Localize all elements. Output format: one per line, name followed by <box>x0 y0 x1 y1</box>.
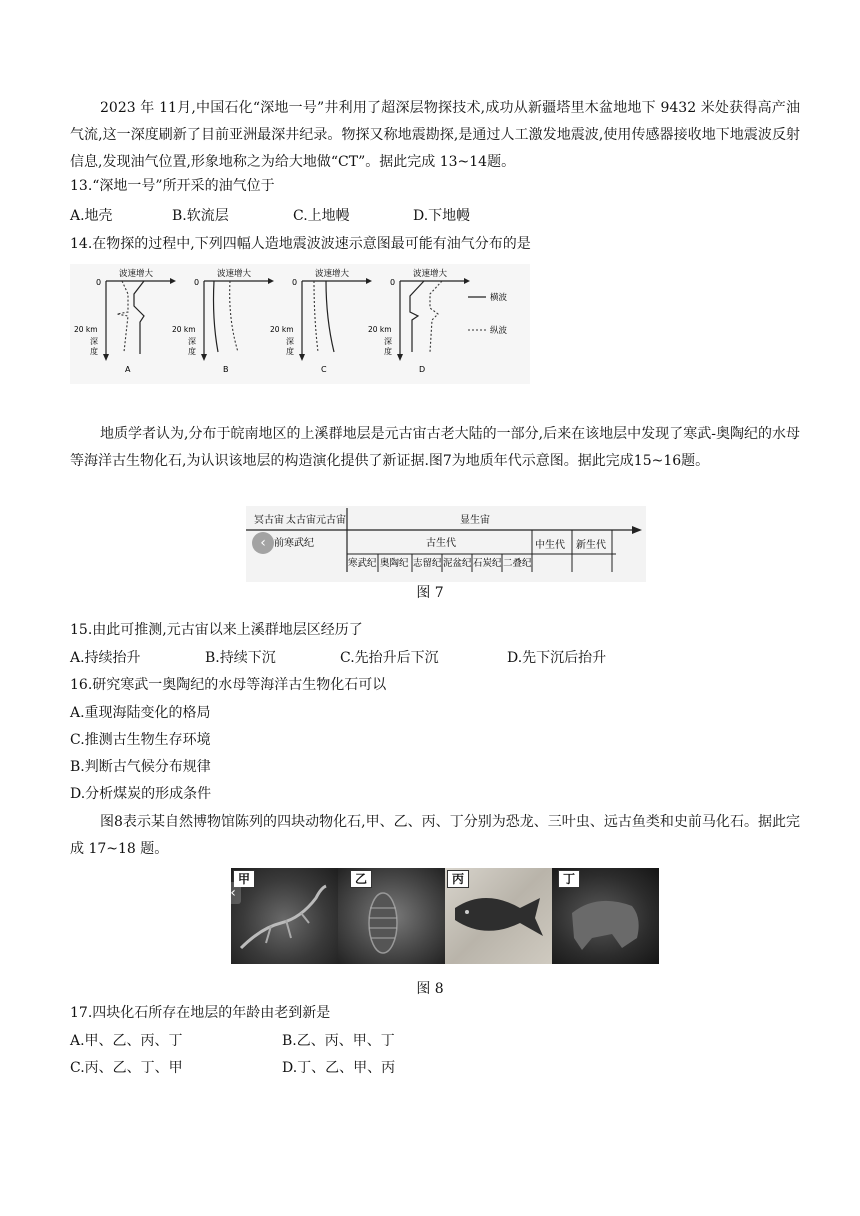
svg-text:20 km: 20 km <box>172 325 196 334</box>
period-devonian: 泥盆纪 <box>443 558 472 569</box>
figure-8-caption: 图 8 <box>416 981 444 997</box>
eon-archean: 太古宙 <box>286 515 316 526</box>
fossil-horse <box>552 868 659 964</box>
q13-option-d: D.下地幔 <box>413 208 471 224</box>
svg-text:度: 度 <box>188 347 196 356</box>
q13-option-b: B.软流层 <box>172 208 229 224</box>
svg-text:深: 深 <box>384 337 392 346</box>
q16-option-b: B.判断古气候分布规律 <box>70 759 211 775</box>
eon-hadean: 冥古宙 <box>254 515 284 526</box>
q15-option-d: D.先下沉后抬升 <box>507 650 607 666</box>
svg-text:0: 0 <box>292 278 298 287</box>
q17-stem: 17.四块化石所存在地层的年龄由老到新是 <box>70 1005 331 1021</box>
wave-speed-figure <box>70 264 530 384</box>
q13-option-c: C.上地幔 <box>293 208 350 224</box>
intro-paragraph-2: 地质学者认为,分布于皖南地区的上溪群地层是元古宙古老大陆的一部分,后来在该地层中发现了寒武-奥陶纪的水母等海洋古生物化石,为认识该地层的构造演化提供了新证据.图7为地质年代示意图。据此完成15~16题。 <box>70 426 800 469</box>
q16-option-d: D.分析煤炭的形成条件 <box>70 786 212 802</box>
q13-options <box>70 206 470 226</box>
q16-option-a: A.重现海陆变化的格局 <box>70 705 211 721</box>
svg-text:0: 0 <box>96 278 102 287</box>
svg-text:20 km: 20 km <box>270 325 294 334</box>
svg-text:深: 深 <box>90 337 98 346</box>
svg-text:深: 深 <box>188 337 196 346</box>
period-carboniferous: 石炭纪 <box>473 558 502 569</box>
era-mesozoic: 中生代 <box>535 540 565 551</box>
q15-option-c: C.先抬升后下沉 <box>340 650 439 666</box>
q15-options <box>70 648 606 668</box>
legend-longitudinal: 纵波 <box>490 326 508 336</box>
q17-option-a: A.甲、乙、丙、丁 <box>70 1033 183 1049</box>
fossil-dinosaur <box>231 868 338 964</box>
era-cenozoic: 新生代 <box>576 540 606 551</box>
period-permian: 二叠纪 <box>503 558 532 569</box>
fossil-label-yi: 乙 <box>350 870 372 888</box>
svg-text:波速增大: 波速增大 <box>217 269 252 279</box>
panel-label-a: A <box>125 365 131 374</box>
svg-text:20 km: 20 km <box>74 325 98 334</box>
chevron-left-icon[interactable]: ‹ <box>225 882 241 904</box>
q15-option-a: A.持续抬升 <box>70 650 141 666</box>
panel-label-d: D <box>419 365 426 374</box>
q17-option-c: C.丙、乙、丁、甲 <box>70 1060 183 1076</box>
q17-option-b: B.乙、丙、甲、丁 <box>282 1033 395 1049</box>
svg-text:度: 度 <box>90 347 98 356</box>
q14-stem: 14.在物探的过程中,下列四幅人造地震波波速示意图最可能有油气分布的是 <box>70 236 531 252</box>
q17-options-row1 <box>70 1031 395 1051</box>
svg-text:度: 度 <box>384 347 392 356</box>
svg-text:0: 0 <box>390 278 396 287</box>
chevron-left-icon[interactable]: ‹ <box>252 532 274 554</box>
fossil-trilobite <box>338 868 445 964</box>
geologic-timeline-figure <box>246 506 646 582</box>
fossil-photo-strip <box>231 868 659 964</box>
q13-option-a: A.地壳 <box>70 208 113 224</box>
intro-paragraph-3: 图8表示某自然博物馆陈列的四块动物化石,甲、乙、丙、丁分别为恐龙、三叶虫、远古鱼类和史前马化石。据此完成 17~18 题。 <box>70 814 800 857</box>
q16-stem: 16.研究寒武一奥陶纪的水母等海洋古生物化石可以 <box>70 677 387 693</box>
fossil-label-jia: 甲 <box>233 870 255 888</box>
q17-option-d: D.丁、乙、甲、丙 <box>282 1060 396 1076</box>
legend-shear: 横波 <box>490 293 508 303</box>
fossil-label-ding: 丁 <box>558 870 580 888</box>
eon-phanerozoic: 显生宙 <box>460 515 490 526</box>
fossil-fish <box>445 868 552 964</box>
q13-stem: 13.“深地一号”所开采的油气位于 <box>70 178 275 194</box>
svg-text:20 km: 20 km <box>368 325 392 334</box>
svg-text:度: 度 <box>286 347 294 356</box>
period-cambrian: 寒武纪 <box>348 558 377 569</box>
intro-paragraph-1: 2023 年 11月,中国石化“深地一号”井利用了超深层物探技术,成功从新疆塔里木盆地地下 9432 米处获得高产油气流,这一深度刷新了目前亚洲最深井纪录。物探又称地震勘探,是通过人工激发地震波,使用传感器接收地下地震波反射信息,发现油气位置,形象地称之为给大地做“CT”。据此完成 13~14题。 <box>70 100 800 170</box>
period-ordovician: 奥陶纪 <box>380 558 409 569</box>
figure-7-caption: 图 7 <box>416 585 444 601</box>
q15-stem: 15.由此可推测,元古宙以来上溪群地层区经历了 <box>70 622 363 638</box>
svg-text:波速增大: 波速增大 <box>315 269 350 279</box>
period-silurian: 志留纪 <box>413 558 442 569</box>
q16-option-c: C.推测古生物生存环境 <box>70 732 211 748</box>
panel-label-b: B <box>223 365 229 374</box>
svg-text:深: 深 <box>286 337 294 346</box>
q15-option-b: B.持续下沉 <box>205 650 276 666</box>
svg-text:0: 0 <box>194 278 200 287</box>
fossil-label-bing: 丙 <box>447 870 469 888</box>
panel-label-c: C <box>321 365 327 374</box>
eon-proterozoic: 元古宙 <box>316 515 346 526</box>
label-precambrian: 前寒武纪 <box>274 538 314 549</box>
q17-options-row2 <box>70 1058 395 1078</box>
top-label-a: 波速增大 <box>119 269 154 279</box>
svg-text:波速增大: 波速增大 <box>413 269 448 279</box>
era-paleozoic: 古生代 <box>426 538 456 549</box>
